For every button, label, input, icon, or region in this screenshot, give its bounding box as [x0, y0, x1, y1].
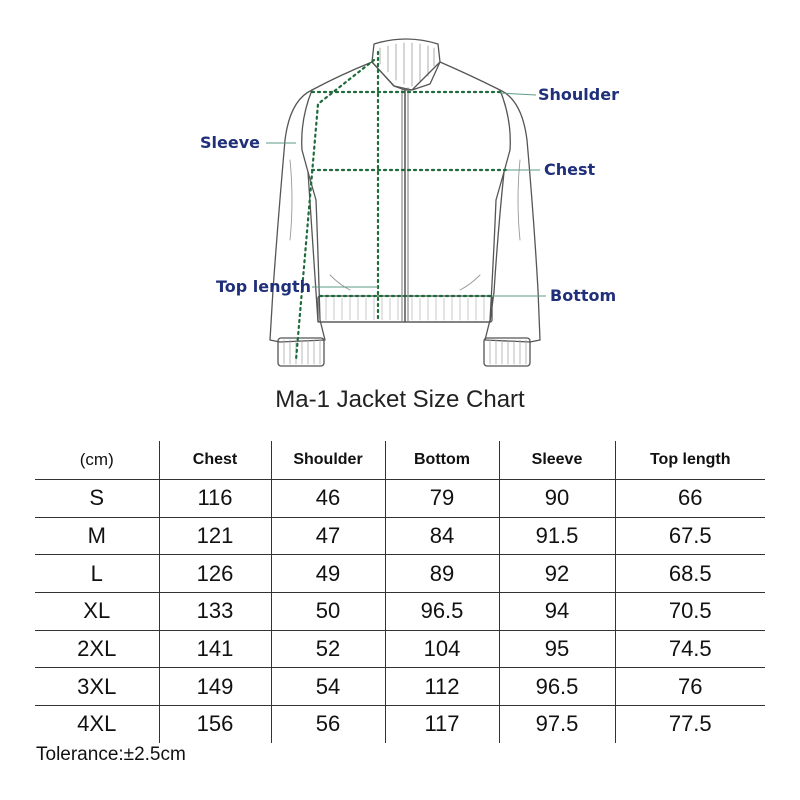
- shoulder-callout: Shoulder: [538, 85, 619, 104]
- jacket-right-sleeve: [485, 90, 540, 342]
- shoulder-cell: 56: [271, 706, 385, 743]
- size-cell: 4XL: [77, 711, 117, 737]
- jacket-right-body: [405, 62, 510, 322]
- chart-title: Ma-1 Jacket Size Chart: [275, 386, 525, 413]
- column-header-bottom: Bottom: [385, 441, 499, 480]
- size-table: [35, 441, 765, 743]
- top-length-cell: 66: [615, 480, 765, 518]
- shoulder-cell: 54: [271, 668, 385, 706]
- chest-cell: 116: [159, 480, 271, 518]
- sleeve-cell: 92: [499, 555, 615, 593]
- shoulder-leader-line: [500, 93, 536, 95]
- sleeve-cell: 90: [499, 480, 615, 518]
- chest-callout: Chest: [544, 160, 596, 179]
- column-header-shoulder: Shoulder: [271, 441, 385, 480]
- sleeve-cell: 97.5: [499, 706, 615, 743]
- chest-cell: 141: [159, 630, 271, 668]
- shoulder-cell: 50: [271, 593, 385, 631]
- bottom-cell: 89: [385, 555, 499, 593]
- column-header-top-length: Top length: [615, 441, 765, 480]
- size-cell: 2XL: [35, 630, 159, 668]
- shoulder-cell: 49: [271, 555, 385, 593]
- bottom-cell: 96.5: [385, 593, 499, 631]
- top-length-cell: 74.5: [615, 630, 765, 668]
- table-row: [35, 555, 765, 593]
- size-cell: 3XL: [35, 668, 159, 706]
- size-cell: M: [35, 517, 159, 555]
- column-header-sleeve: Sleeve: [499, 441, 615, 480]
- chest-cell: 133: [159, 593, 271, 631]
- bottom-cell: 112: [385, 668, 499, 706]
- tolerance-note: Tolerance:±2.5cm: [36, 744, 186, 765]
- top-length-cell: 68.5: [615, 555, 765, 593]
- bottom-cell: 117: [385, 706, 499, 743]
- top-length-cell: 77.5: [615, 706, 765, 743]
- chest-cell: 156: [159, 706, 271, 743]
- bottom-callout: Bottom: [550, 286, 617, 305]
- table-header-row: [35, 441, 765, 480]
- sleeve-measure-line: [296, 60, 374, 360]
- table-row: [35, 706, 765, 743]
- size-cell: L: [35, 555, 159, 593]
- sleeve-cell: 94: [499, 593, 615, 631]
- table-row: [35, 593, 765, 631]
- chest-cell: 149: [159, 668, 271, 706]
- sleeve-callout: Sleeve: [200, 133, 260, 152]
- chest-cell: 121: [159, 517, 271, 555]
- table-row: [35, 517, 765, 555]
- jacket-illustration: [0, 0, 800, 380]
- column-header-chest: Chest: [159, 441, 271, 480]
- bottom-cell: 104: [385, 630, 499, 668]
- shoulder-cell: 47: [271, 517, 385, 555]
- sleeve-cell: 95: [499, 630, 615, 668]
- jacket-left-body: [302, 62, 405, 322]
- shoulder-cell: 52: [271, 630, 385, 668]
- jacket-measurement-figure: [0, 0, 800, 380]
- size-cell: XL: [35, 593, 159, 631]
- bottom-cell: 79: [385, 480, 499, 518]
- shoulder-cell: 46: [271, 480, 385, 518]
- top-length-cell: 76: [615, 668, 765, 706]
- top-length-cell: 70.5: [615, 593, 765, 631]
- jacket-collar: [372, 39, 440, 90]
- size-cell: S: [35, 480, 159, 518]
- sleeve-cell: 96.5: [499, 668, 615, 706]
- table-row: [35, 668, 765, 706]
- top-length-callout: Top length: [216, 277, 312, 296]
- sleeve-cell: 91.5: [499, 517, 615, 555]
- top-length-cell: 67.5: [615, 517, 765, 555]
- bottom-cell: 84: [385, 517, 499, 555]
- unit-header: (cm): [35, 441, 159, 480]
- table-row: [35, 480, 765, 518]
- chest-cell: 126: [159, 555, 271, 593]
- table-row: [35, 630, 765, 668]
